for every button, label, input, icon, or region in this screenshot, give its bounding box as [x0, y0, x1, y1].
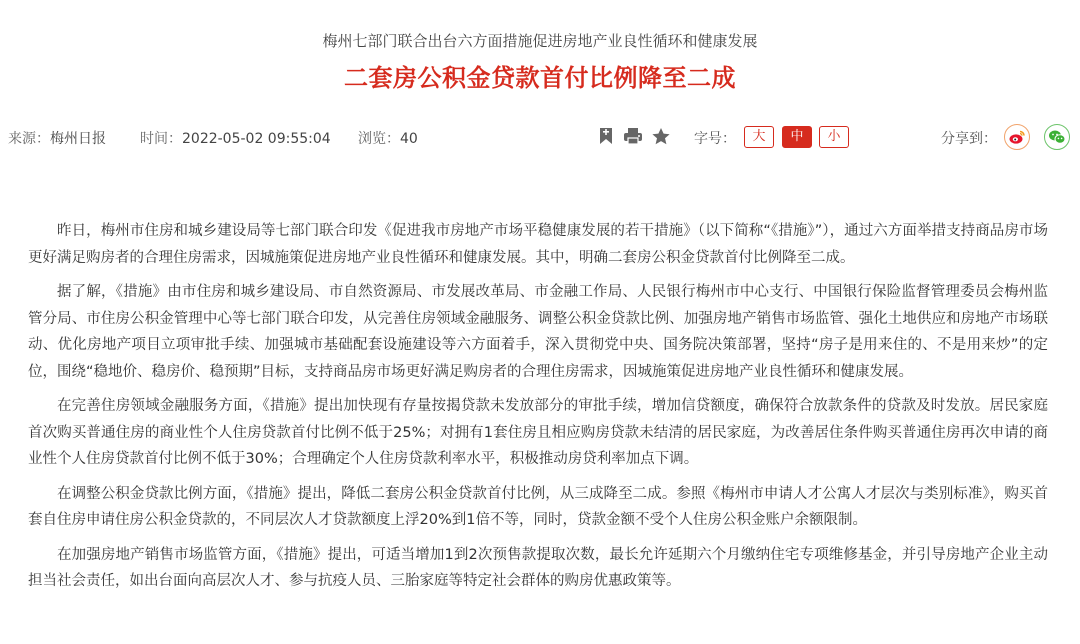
article-paragraph: 在调整公积金贷款比例方面，《措施》提出，降低二套房公积金贷款首付比例，从三成降至二成。参照《梅州市申请人才公寓人才层次与类别标准》，购买首套自住房申请住房公积金贷款的，不同层次人才贷款额度上浮20%到1倍不等，同时，贷款金额不受个人住房公积金账户余额限制。	[28, 485, 1048, 528]
font-size-large-button[interactable]: 大	[744, 126, 774, 148]
wechat-icon[interactable]	[1044, 124, 1070, 150]
font-size-label: 字号：	[694, 131, 736, 147]
views-info	[358, 128, 418, 148]
views-value: 40	[400, 131, 418, 147]
article-subtitle: 梅州七部门联合出台六方面措施促进房地产业良性循环和健康发展	[322, 32, 758, 50]
article-paragraph: 在加强房地产销售市场监管方面，《措施》提出，可适当增加1到2次预售款提取次数，最长允许延期六个月缴纳住宅专项维修基金，并引导房地产企业主动担当社会责任，如出台面向高层次人才、参与抗疫人员、三胎家庭等特定社会群体的购房优惠政策等。	[28, 546, 1048, 589]
article-paragraph: 据了解，《措施》由市住房和城乡建设局、市自然资源局、市发展改革局、市金融工作局、人民银行梅州市中心支行、中国银行保险监督管理委员会梅州监管分局、市住房公积金管理中心等七部门联合印发，从完善住房领域金融服务、调整公积金贷款比例、加强房地产销售市场监管、强化土地供应和房地产市场联动、优化房地产项目立项审批手续、加强城市基础配套设施建设等六方面着手，深入贯彻党中央、国务院决策部署，坚持“房子是用来住的、不是用来炒”的定位，围绕“稳地价、稳房价、稳预期”目标，支持商品房市场更好满足购房者的合理住房需求，因城施策促进房地产业良性循环和健康发展。	[28, 284, 1048, 380]
article-paragraph: 昨日，梅州市住房和城乡建设局等七部门联合印发《促进我市房地产市场平稳健康发展的若干措施》（以下简称“《措施》”），通过六方面举措支持商品房市场更好满足购房者的合理住房需求，因城施策促进房地产业良性循环和健康发展。其中，明确二套房公积金贷款首付比例降至二成。	[28, 223, 1048, 266]
print-icon[interactable]	[623, 126, 643, 146]
article-body	[28, 218, 1048, 603]
bookmark-icon[interactable]	[596, 126, 616, 146]
font-size-medium-button[interactable]: 中	[782, 126, 812, 148]
article-paragraph: 在完善住房领域金融服务方面，《措施》提出加快现有存量按揭贷款未发放部分的审批手续，增加信贷额度，确保符合放款条件的贷款及时发放。居民家庭首次购买普通住房的商业性个人住房贷款首付比例不低于25%；对拥有1套住房且相应购房贷款未结清的居民家庭，为改善居住条件购买普通住房再次申请的商业性个人住房贷款首付比例不低于30%；合理确定个人住房贷款利率水平，积极推动房贷利率加点下调。	[28, 398, 1048, 467]
time-label: 时间：	[140, 131, 182, 147]
meta-bar	[8, 126, 1072, 148]
weibo-icon[interactable]	[1004, 124, 1030, 150]
star-icon[interactable]	[651, 126, 671, 146]
views-label: 浏览：	[358, 131, 400, 147]
time-value: 2022-05-02 09:55:04	[182, 131, 331, 147]
article-title: 二套房公积金贷款首付比例降至二成	[344, 64, 736, 92]
source-value: 梅州日报	[50, 131, 106, 147]
source-info	[8, 128, 106, 148]
time-info	[140, 128, 331, 148]
source-label: 来源：	[8, 131, 50, 147]
share-label: 分享到：	[941, 131, 997, 147]
font-size-small-button[interactable]: 小	[819, 126, 849, 148]
